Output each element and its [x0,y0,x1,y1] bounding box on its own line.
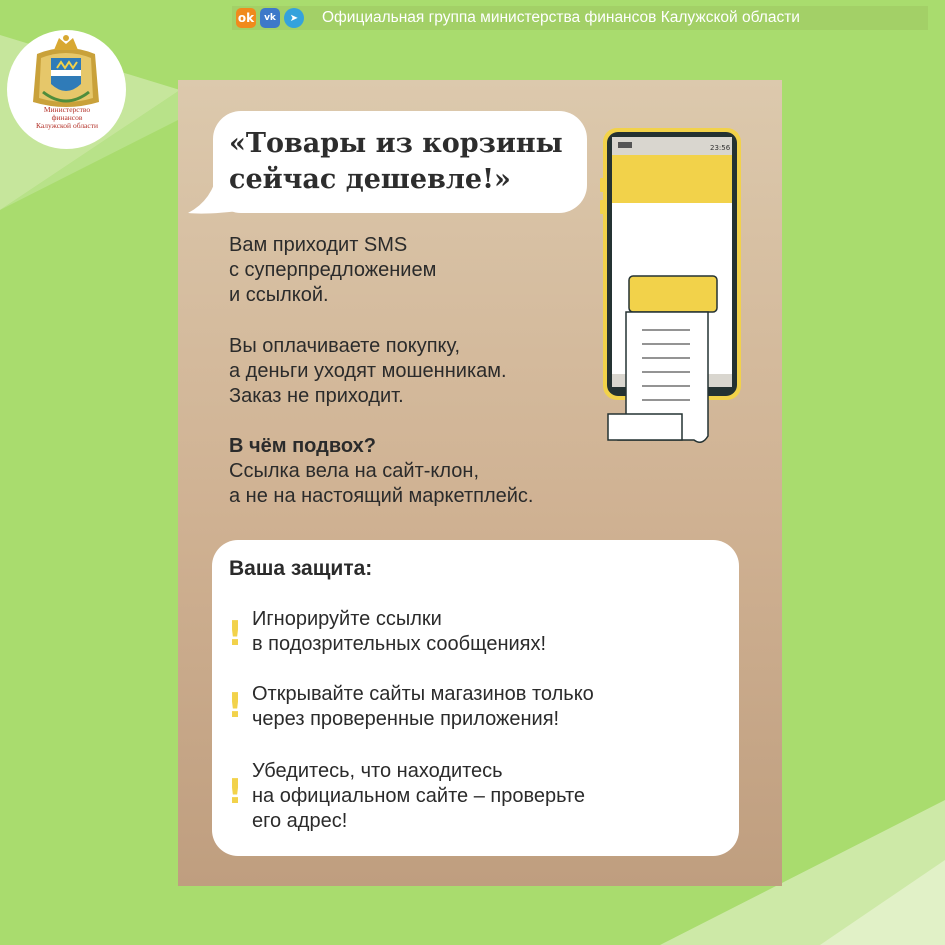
logo-caption-line: финансов [51,113,83,122]
protection-tip: Игнорируйте ссылки в подозрительных сообщениях! [252,608,547,655]
question-heading: В чём подвох? [229,435,376,457]
protection-title: Ваша защита: [229,557,373,580]
ministry-logo [7,30,126,149]
exclamation-icon: ! [227,614,243,654]
odnoklassniki-icon[interactable]: ok [236,8,256,28]
paragraph-sms: Вам приходит SMS с суперпредложением и ссылкой. [229,234,437,306]
logo-caption-line: Министерство [43,105,91,114]
coat-of-arms-icon [7,32,126,112]
protection-tip: Открывайте сайты магазинов только через проверенные приложения! [252,683,594,730]
exclamation-icon: ! [227,772,243,812]
headline: «Товары из корзины сейчас дешевле!» [229,128,563,195]
phone-time: 23:56 [710,144,731,152]
logo-caption [22,106,112,130]
phone-illustration [598,128,748,448]
vk-icon[interactable]: vk [260,8,280,28]
paragraph-payment: Вы оплачиваете покупку, а деньги уходят мошенникам. Заказ не приходит. [229,335,507,407]
exclamation-icon: ! [227,686,243,726]
header-bar [232,6,928,30]
paragraph-explanation: Ссылка вела на сайт-клон, а не на настоящий маркетплейс. [229,460,534,507]
telegram-icon[interactable]: ➤ [284,8,304,28]
header-title: Официальная группа министерства финансов Калужской области [322,9,800,26]
logo-caption-line: Калужской области [35,121,99,130]
protection-tip: Убедитесь, что находитесь на официальном сайте – проверьте его адрес! [252,760,586,832]
